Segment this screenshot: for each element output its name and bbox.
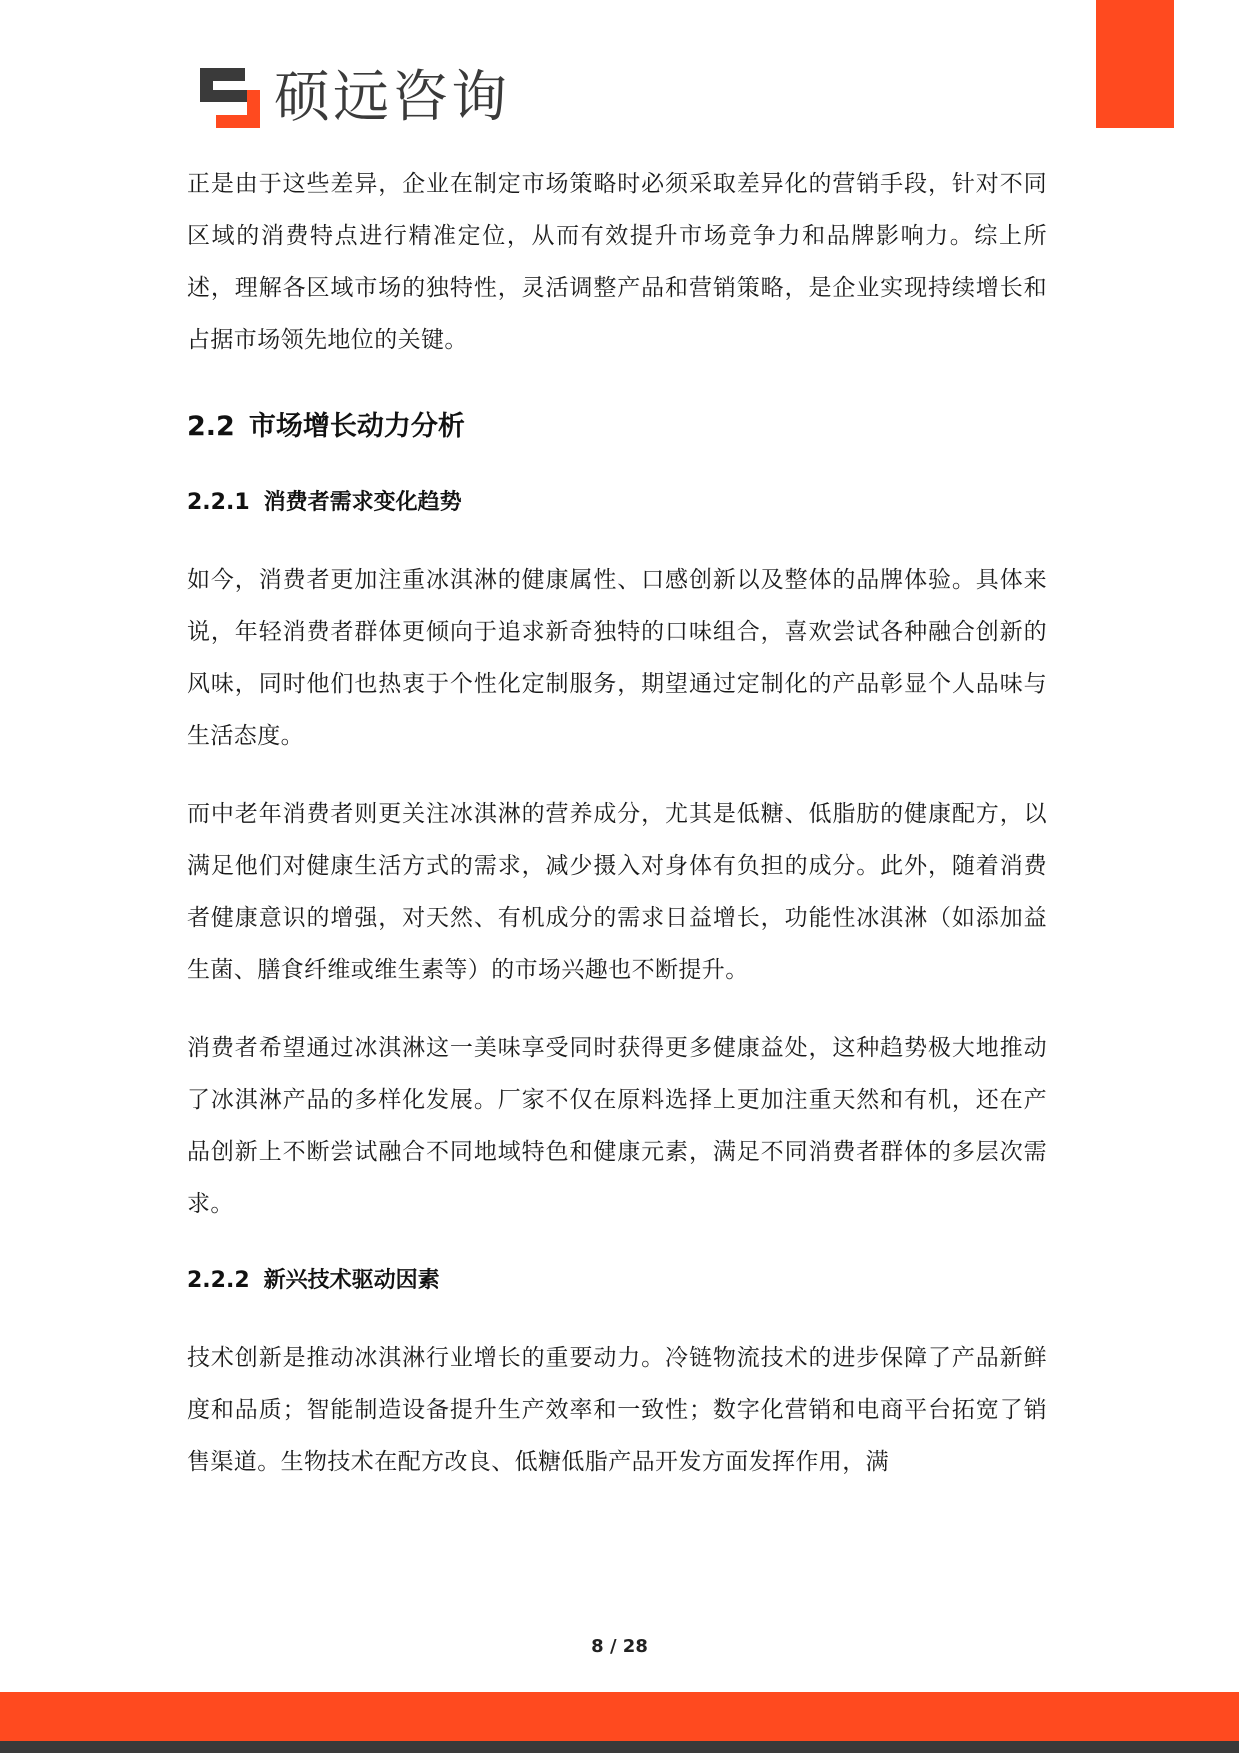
intro-paragraph: 正是由于这些差异，企业在制定市场策略时必须采取差异化的营销手段，针对不同区域的消费特点进行精准定位，从而有效提升市场竞争力和品牌影响力。综上所述，理解各区域市场的独特性，灵活调整产品和营销策略，是企业实现持续增长和占据市场领先地位的关键。 xyxy=(187,171,1047,353)
section-number: 2.2 xyxy=(187,411,235,442)
section-heading-2-2 xyxy=(187,402,1047,452)
document-body xyxy=(187,158,1047,1488)
section-title: 消费者需求变化趋势 xyxy=(263,490,462,515)
body-paragraph: 消费者希望通过冰淇淋这一美味享受同时获得更多健康益处，这种趋势极大地推动了冰淇淋产品的多样化发展。厂家不仅在原料选择上更加注重天然和有机，还在产品创新上不断尝试融合不同地域特色和健康元素，满足不同消费者群体的多层次需求。 xyxy=(187,1035,1047,1217)
brand-logo xyxy=(200,66,510,130)
brand-s-mark-icon xyxy=(200,68,260,128)
brand-name: 硕远咨询 xyxy=(274,65,510,130)
body-paragraph: 如今，消费者更加注重冰淇淋的健康属性、口感创新以及整体的品牌体验。具体来说，年轻消费者群体更倾向于追求新奇独特的口味组合，喜欢尝试各种融合创新的风味，同时他们也热衷于个性化定制服务，期望通过定制化的产品彰显个人品味与生活态度。 xyxy=(187,567,1047,749)
section-number: 2.2.1 xyxy=(187,490,250,515)
section-number: 2.2.2 xyxy=(187,1268,250,1293)
footer-dark-edge xyxy=(0,1741,1239,1753)
section-title: 市场增长动力分析 xyxy=(248,411,465,442)
section-heading-2-2-1 xyxy=(187,478,1047,528)
body-paragraph: 技术创新是推动冰淇淋行业增长的重要动力。冷链物流技术的进步保障了产品新鲜度和品质；智能制造设备提升生产效率和一致性；数字化营销和电商平台拓宽了销售渠道。生物技术在配方改良、低糖低脂产品开发方面发挥作用，满 xyxy=(187,1345,1047,1475)
corner-accent-tab xyxy=(1096,0,1174,128)
page-number: 8 / 28 xyxy=(591,1636,648,1657)
body-paragraph: 而中老年消费者则更关注冰淇淋的营养成分，尤其是低糖、低脂肪的健康配方，以满足他们对健康生活方式的需求，减少摄入对身体有负担的成分。此外，随着消费者健康意识的增强，对天然、有机成分的需求日益增长，功能性冰淇淋（如添加益生菌、膳食纤维或维生素等）的市场兴趣也不断提升。 xyxy=(187,801,1047,983)
section-heading-2-2-2 xyxy=(187,1256,1047,1306)
section-title: 新兴技术驱动因素 xyxy=(263,1268,440,1293)
footer-accent-bar xyxy=(0,1692,1239,1741)
